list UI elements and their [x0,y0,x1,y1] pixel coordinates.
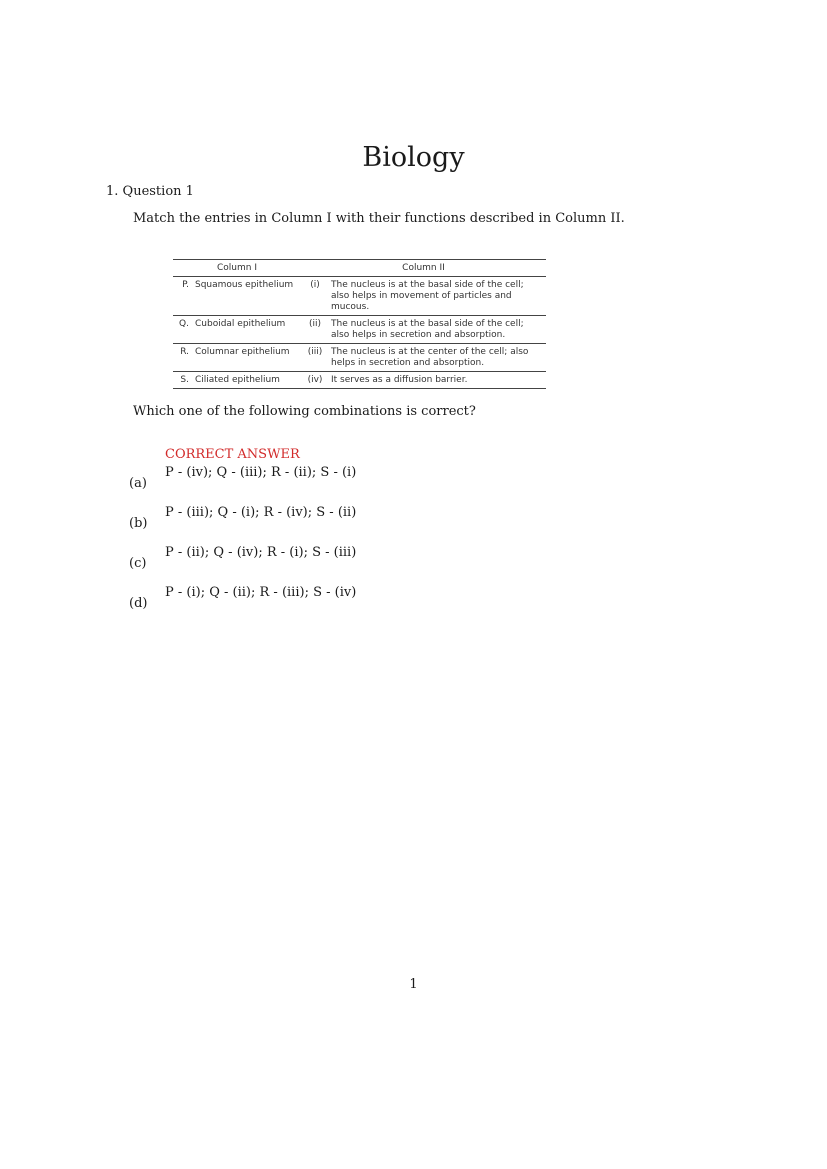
row-column-2: The nucleus is at the basal side of the cell; also helps in movement of particles and mucous. [329,277,546,316]
row-column-1: Squamous epithelium [193,277,301,316]
row-column-1: Ciliated epithelium [193,372,301,389]
table-header-row [173,260,546,277]
row-column-1: Columnar epithelium [193,344,301,372]
column-2-header: Column II [301,260,546,277]
row-key: R. [173,344,193,372]
page-number: 1 [409,977,418,992]
option-a-letter: (a) [129,476,147,491]
match-table [173,259,546,389]
row-roman: (i) [301,277,329,316]
correct-answer-tag: CORRECT ANSWER [165,447,300,462]
row-roman: (iv) [301,372,329,389]
option-b-letter: (b) [129,516,148,531]
option-a-text: P - (iv); Q - (iii); R - (ii); S - (i) [165,465,357,480]
row-column-2: It serves as a diffusion barrier. [329,372,546,389]
option-c-letter: (c) [129,556,147,571]
row-column-2: The nucleus is at the center of the cell; also helps in secretion and absorption. [329,344,546,372]
option-c-text: P - (ii); Q - (iv); R - (i); S - (iii) [165,545,357,560]
row-column-1: Cuboidal epithelium [193,316,301,344]
column-1-header: Column I [173,260,301,277]
row-roman: (iii) [301,344,329,372]
option-d-letter: (d) [129,596,148,611]
table-row [173,372,546,389]
row-roman: (ii) [301,316,329,344]
row-key: S. [173,372,193,389]
question-prompt: Match the entries in Column I with their functions described in Column II. [133,211,625,226]
question-sub-prompt: Which one of the following combinations is correct? [133,404,476,419]
row-column-2: The nucleus is at the basal side of the cell; also helps in secretion and absorption. [329,316,546,344]
option-d-text: P - (i); Q - (ii); R - (iii); S - (iv) [165,585,357,600]
table-row [173,344,546,372]
row-key: P. [173,277,193,316]
row-key: Q. [173,316,193,344]
option-b-text: P - (iii); Q - (i); R - (iv); S - (ii) [165,505,357,520]
table-row [173,316,546,344]
table-row [173,277,546,316]
question-label: 1. Question 1 [106,184,194,199]
page-title: Biology [362,142,465,173]
